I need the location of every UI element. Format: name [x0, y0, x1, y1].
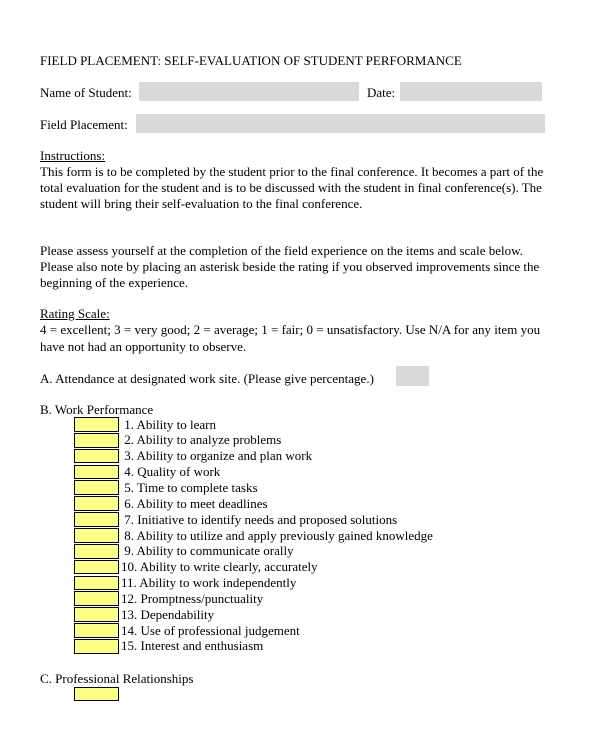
instructions-line: This form is to be completed by the student prior to the final conference. It becomes a part of the — [40, 164, 544, 179]
instructions-heading: Instructions: — [40, 148, 105, 163]
name-field[interactable] — [139, 82, 359, 101]
rating-input[interactable] — [74, 607, 119, 622]
rating-scale-line: have not had an opportunity to observe. — [40, 339, 247, 354]
work-item-label: 9. Ability to communicate orally — [121, 543, 294, 559]
name-label: Name of Student: — [40, 85, 132, 100]
rating-input[interactable] — [74, 528, 119, 543]
section-a-label: A. Attendance at designated work site. (Please give percentage.) — [40, 371, 374, 386]
work-item-label: 12. Promptness/punctuality — [121, 590, 264, 606]
assess-line: Please also note by placing an asterisk beside the rating if you observed improvements since the — [40, 259, 540, 274]
rating-input[interactable] — [74, 496, 119, 511]
rating-input[interactable] — [74, 449, 119, 464]
rating-input[interactable] — [74, 623, 119, 638]
work-item-label: 10. Ability to write clearly, accurately — [121, 559, 318, 575]
assess-line: beginning of the experience. — [40, 275, 188, 290]
work-item-label: 13. Dependability — [121, 606, 215, 622]
rating-input[interactable] — [74, 480, 119, 495]
rating-input[interactable] — [74, 576, 119, 591]
rating-input[interactable] — [74, 433, 119, 448]
instructions-line: total evaluation for the student and is to be discussed with the student in final conference(s). The — [40, 180, 542, 195]
work-item-label: 14. Use of professional judgement — [121, 622, 300, 638]
date-field[interactable] — [400, 82, 542, 101]
work-item-label: 3. Ability to organize and plan work — [121, 448, 313, 464]
attendance-percentage-field[interactable] — [396, 366, 429, 386]
rating-input[interactable] — [74, 465, 119, 480]
rating-input[interactable] — [74, 560, 119, 575]
rating-input[interactable] — [74, 544, 119, 559]
work-item-label: 7. Initiative to identify needs and proposed solutions — [121, 511, 398, 527]
rating-input[interactable] — [74, 417, 119, 432]
rating-input[interactable] — [74, 512, 119, 527]
section-c-label: C. Professional Relationships — [40, 671, 194, 686]
page-title: FIELD PLACEMENT: SELF-EVALUATION OF STUDENT PERFORMANCE — [40, 53, 462, 68]
work-item-label: 11. Ability to work independently — [121, 575, 297, 590]
rating-input[interactable] — [74, 687, 119, 701]
date-label: Date: — [367, 85, 396, 100]
work-item-label: 8. Ability to utilize and apply previously gained knowledge — [121, 527, 433, 543]
rating-input[interactable] — [74, 639, 119, 654]
placement-label: Field Placement: — [40, 117, 128, 132]
instructions-line: student will bring their self-evaluation to the final conference. — [40, 196, 363, 211]
work-item-label: 1. Ability to learn — [121, 416, 216, 432]
rating-input[interactable] — [74, 591, 119, 606]
placement-field[interactable] — [136, 114, 545, 133]
rating-scale-line: 4 = excellent; 3 = very good; 2 = average; 1 = fair; 0 = unsatisfactory. Use N/A for any item you — [40, 322, 541, 337]
rating-scale-heading: Rating Scale: — [40, 306, 110, 321]
work-item-label: 6. Ability to meet deadlines — [121, 495, 268, 511]
work-item-label: 15. Interest and enthusiasm — [121, 638, 264, 654]
work-item-label: 2. Ability to analyze problems — [121, 432, 282, 448]
work-item-label: 4. Quality of work — [121, 464, 221, 480]
work-item-label: 5. Time to complete tasks — [121, 479, 258, 495]
assess-line: Please assess yourself at the completion of the field experience on the items and scale below. — [40, 243, 523, 258]
section-b-label: B. Work Performance — [40, 402, 154, 417]
